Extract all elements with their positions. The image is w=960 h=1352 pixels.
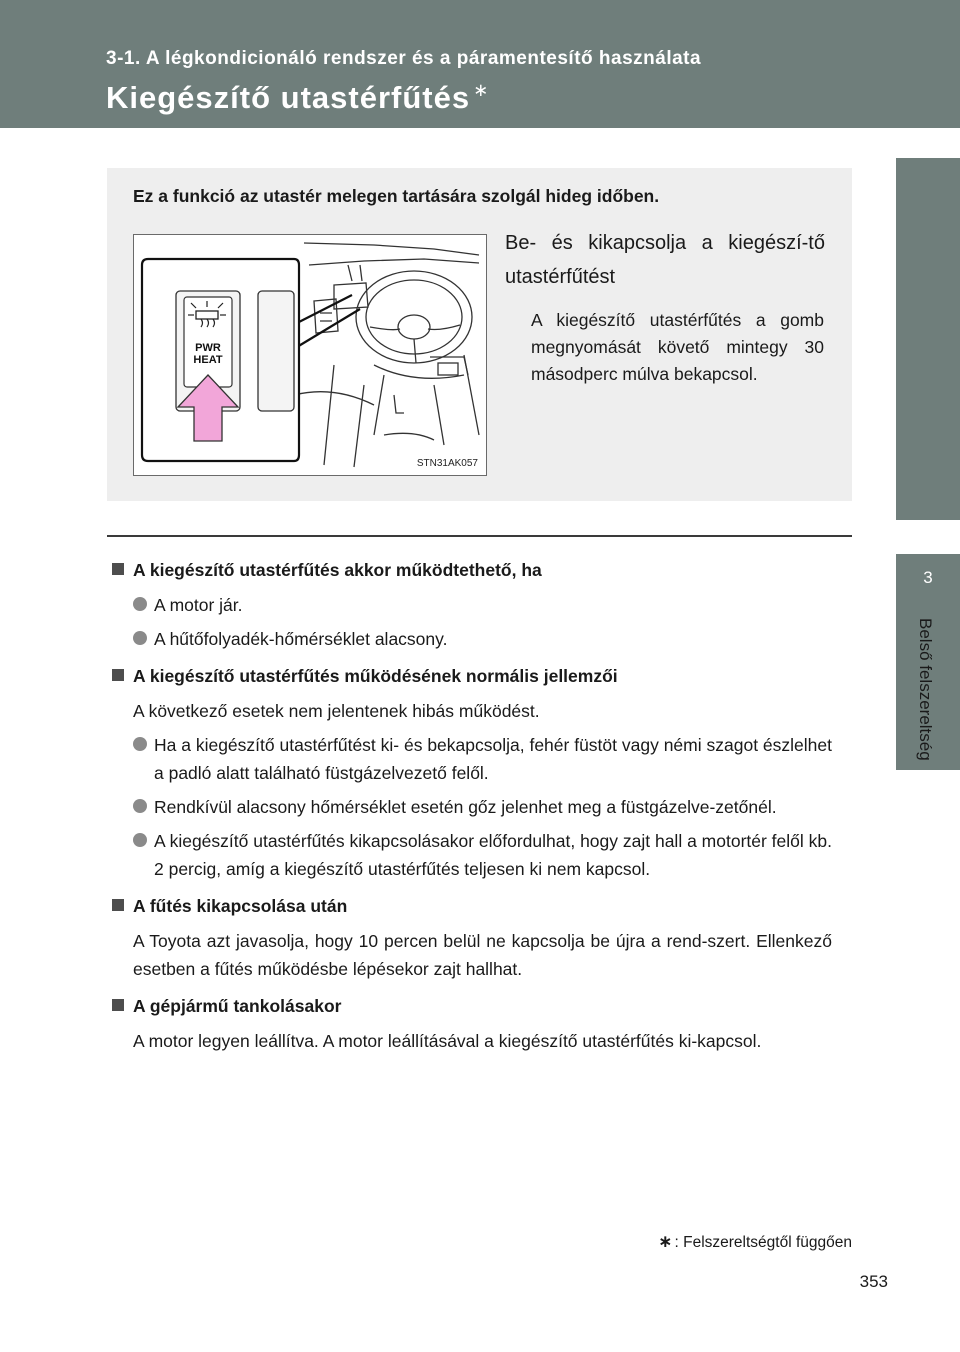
- section-heading: A fűtés kikapcsolása után: [112, 891, 832, 921]
- divider: [107, 535, 852, 537]
- bullet-dot-icon: [133, 631, 147, 645]
- button-label-line2: HEAT: [193, 354, 223, 366]
- footnote-text: : Felszereltségtől függően: [674, 1234, 852, 1251]
- info-intro: Ez a funkció az utastér melegen tartására szolgál hideg időben.: [133, 186, 660, 206]
- square-bullet-icon: [112, 999, 124, 1011]
- bullet-item: Ha a kiegészítő utastérfűtést ki- és bekapcsolja, fehér füstöt vagy némi szagot észlelhet a padló alatt található füstgázelvezető felől.: [112, 731, 832, 787]
- page-number: 353: [859, 1272, 888, 1291]
- paragraph: A következő esetek nem jelentenek hibás működést.: [133, 701, 540, 721]
- bullet-dot-icon: [133, 737, 147, 751]
- bullet-item: Rendkívül alacsony hőmérséklet esetén gőz jelenhet meg a füstgázelve-zetőnél.: [112, 793, 832, 821]
- footnote-mark: ∗: [658, 1232, 673, 1251]
- section-heading: A kiegészítő utastérfűtés akkor működtethető, ha: [112, 555, 832, 585]
- chapter-label-text: Belső felszereltség: [916, 618, 935, 761]
- chapter-number: 3: [923, 568, 933, 587]
- illustration: [133, 234, 487, 476]
- heater-button-illustration: [134, 235, 486, 475]
- bullet-dot-icon: [133, 833, 147, 847]
- chapter-label: [910, 618, 950, 818]
- section-heading: A kiegészítő utastérfűtés működésének normális jellemzői: [112, 661, 832, 691]
- section-title: 3-1. A légkondicionáló rendszer és a páramentesítő használata: [106, 48, 702, 69]
- optional-equipment-mark: ∗: [473, 80, 490, 100]
- bullet-item: A hűtőfolyadék-hőmérséklet alacsony.: [112, 625, 832, 653]
- section-heading: A gépjármű tankolásakor: [112, 991, 832, 1021]
- page-title-text: Kiegészítő utastérfűtés: [106, 80, 471, 115]
- bullet-dot-icon: [133, 597, 147, 611]
- side-tab-bar: [896, 158, 960, 520]
- button-label-line1: PWR: [195, 342, 221, 354]
- page-title: [106, 80, 489, 116]
- square-bullet-icon: [112, 899, 124, 911]
- square-bullet-icon: [112, 563, 124, 575]
- illustration-code: STN31AK057: [416, 458, 478, 469]
- page-header: [0, 0, 960, 128]
- notes-content: [112, 555, 832, 1055]
- paragraph: A Toyota azt javasolja, hogy 10 percen belül ne kapcsolja be újra a rend-szert. Ellenkező esetben a fűtés működésbe lépésekor zajt hallhat.: [133, 931, 832, 979]
- info-box: [107, 168, 852, 501]
- bullet-item: A motor jár.: [112, 591, 832, 619]
- step-text: A kiegészítő utastérfűtés a gomb megnyomását követő mintegy 30 másodperc múlva bekapcsol.: [531, 310, 824, 384]
- bullet-dot-icon: [133, 799, 147, 813]
- chapter-side-tab: [896, 158, 960, 1352]
- paragraph: A motor legyen leállítva. A motor leállításával a kiegészítő utastérfűtés ki-kapcsol.: [133, 1031, 762, 1051]
- square-bullet-icon: [112, 669, 124, 681]
- step-title: Be- és kikapcsolja a kiegészí-tő utastérfűtést: [505, 232, 825, 288]
- footnote: [620, 1232, 852, 1252]
- bullet-item: A kiegészítő utastérfűtés kikapcsolásakor előfordulhat, hogy zajt hall a motortér felől kb. 2 percig, amíg a kiegészítő utastérfűtés teljesen ki nem kapcsol.: [112, 827, 832, 883]
